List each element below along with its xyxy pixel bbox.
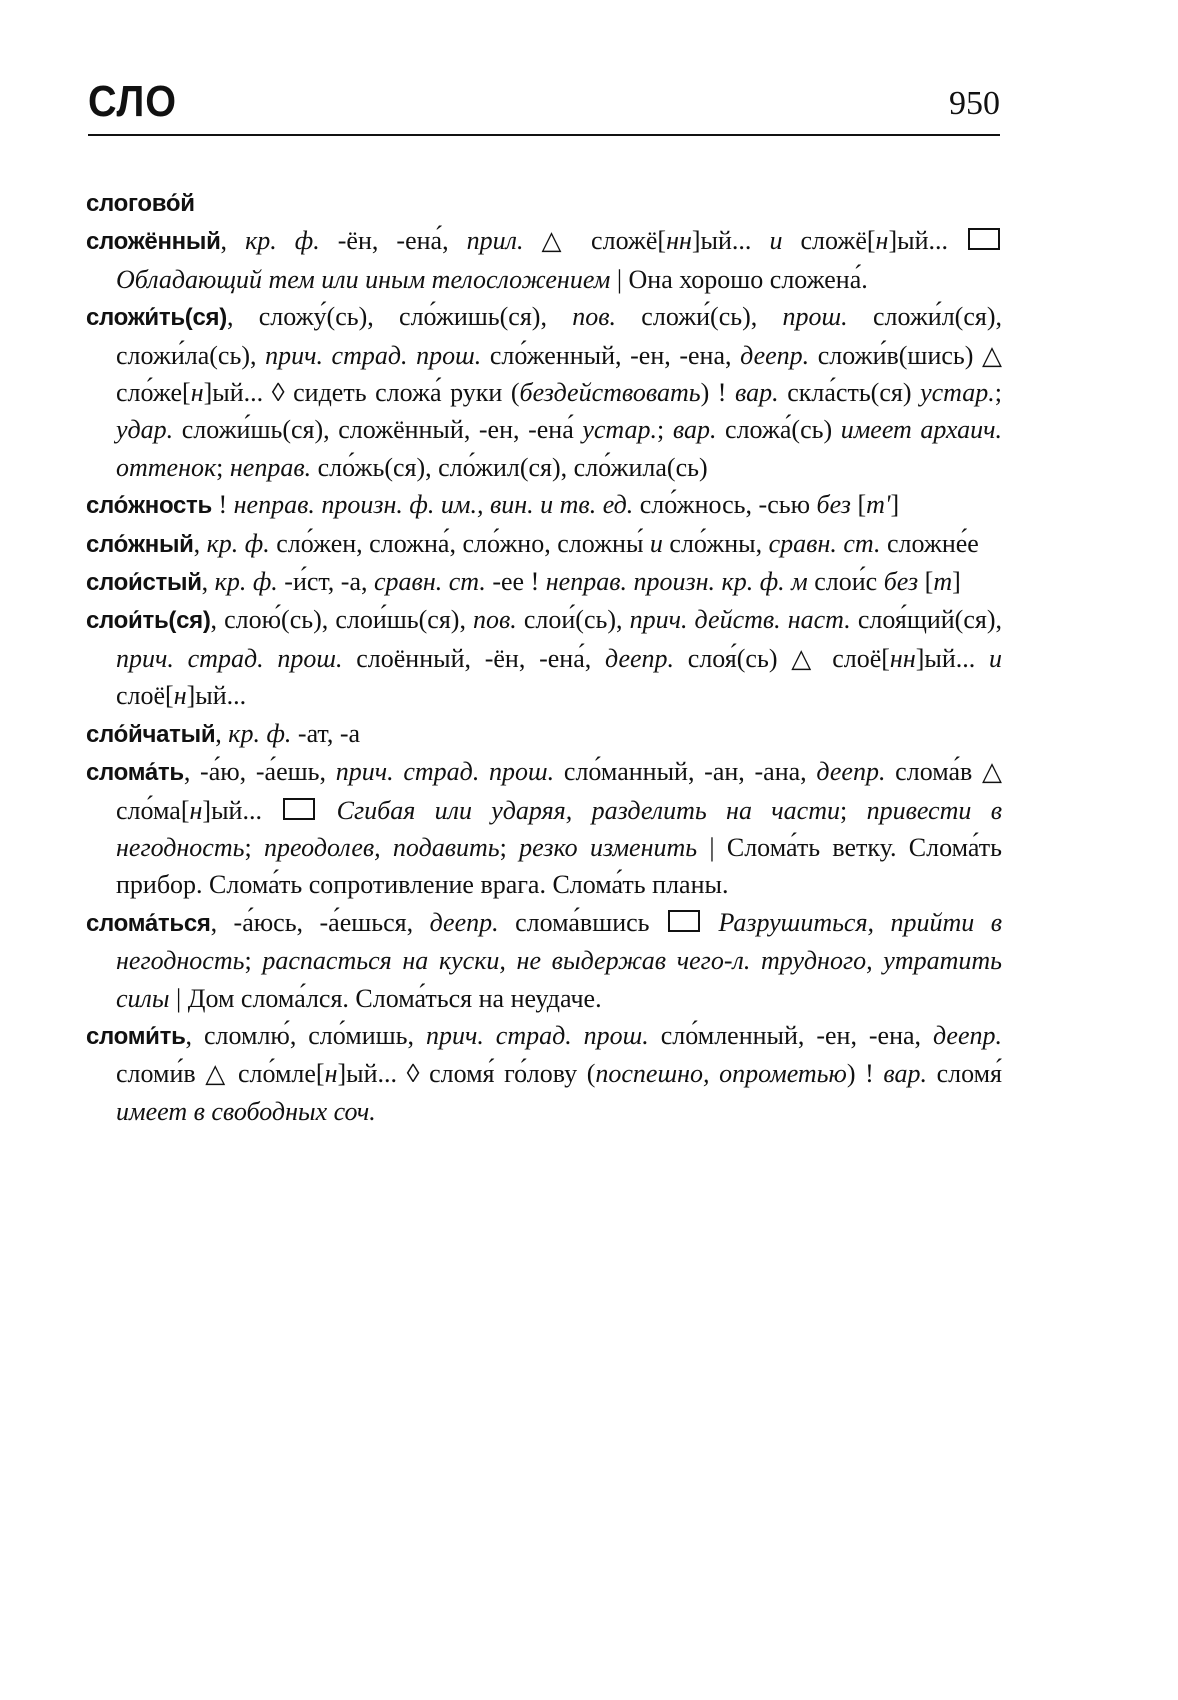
entry-text [702,908,718,937]
grammar-note: бездействовать [519,378,701,408]
grammar-note: удар. [116,415,174,445]
grammar-note: распасться на куски, не выдержав чего-л. трудного, утратить силы [116,946,1002,1013]
grammar-note: н [190,378,204,408]
grammar-note: без [883,567,919,597]
dictionary-entry [86,184,1002,222]
entry-text: сломи́в △ сло́мле[ [116,1059,325,1089]
grammar-note: поспешно, опрометью [595,1059,847,1089]
entry-text: сложа́(сь) [716,415,841,445]
entry-text: ; [840,795,867,825]
entry-text: ]ый... [691,226,770,256]
dictionary-entries [86,184,1002,1130]
entry-headword: сломи́ть [86,1022,186,1050]
grammar-note: нн [666,226,692,256]
page-number: 950 [949,85,1000,122]
grammar-note: деепр. [604,643,675,673]
grammar-note: неправ. произн. ф. им., вин. и тв. ед. [233,490,634,520]
entry-text: сло́жнось, -сью [633,490,817,520]
entry-text: -ее ! [485,567,546,597]
entry-text [317,796,336,825]
entry-text: слома́вшись [498,907,666,937]
entry-headword: слома́ться [86,909,211,937]
grammar-note: деепр. [429,907,499,937]
entry-text: сложне́е [880,528,979,558]
entry-text: ; [244,946,263,976]
entry-text: , -а́юсь, -а́ешься, [210,907,430,937]
entry-text: ; [657,415,673,445]
entry-text: △ сложё[ [523,226,667,256]
entry-text: слоё[ [116,681,174,711]
dictionary-entry [86,1017,1002,1130]
entry-text: слои́с [807,567,884,597]
grammar-note: неправ. произн. кр. ф. м [545,567,808,597]
entry-text: -ат, -а [291,718,361,748]
grammar-note: Сгибая или ударяя, разделить на части [336,795,840,825]
entry-text: слоя́(сь) △ слоё[ [674,643,890,673]
entry-text: | Дом слома́лся. Слома́ться на неудаче. [169,983,602,1013]
entry-text: слома́в △ сло́ма[ [116,757,1003,825]
grammar-note: и [989,643,1003,673]
dictionary-entry [86,563,1002,601]
entry-text: сложё[ [782,226,876,256]
grammar-note: вар. [735,378,779,408]
entry-text: сло́женный, -ен, -ена, [481,340,741,370]
entry-text: сложи́шь(ся), сложённый, -ен, -ена́ [173,415,583,445]
entry-headword: сло́жный [86,530,194,558]
grammar-note: преодолев, подавить [263,832,500,862]
entry-headword: слои́ть(ся) [86,607,211,635]
grammar-note: сравн. ст. [374,567,486,597]
running-head: СЛО [88,77,177,126]
grammar-note: прич. страд. прош. [425,1020,649,1050]
dictionary-entry [86,715,1002,753]
definition-box-icon [668,910,700,932]
grammar-note: устар. [920,378,995,408]
entry-headword: слогово́й [86,190,195,217]
entry-text: [ [850,490,867,520]
grammar-note: пов. [572,302,617,332]
entry-text: ] [952,567,961,597]
entry-text: [ [918,567,934,597]
grammar-note: прил. [466,226,524,256]
entry-headword: слома́ть [86,759,184,787]
dictionary-entry [86,222,1002,298]
entry-text: сломя́ [926,1059,1002,1089]
grammar-note: деепр. [816,757,886,787]
grammar-note: устар. [582,415,658,445]
entry-text: ]ый... ◊ сломя́ го́лову ( [337,1059,596,1089]
grammar-note: имеет в свободных соч. [116,1096,376,1126]
entry-headword: сло́жность [86,492,212,520]
grammar-note: без [816,490,851,520]
entry-text: ]ый... [202,795,282,825]
entry-text: ]ый... [915,643,990,673]
entry-text: сложи́(сь), [616,302,783,332]
entry-text: ] [890,490,900,520]
grammar-note: кр. ф. [228,718,292,748]
grammar-note: неправ. [229,452,312,482]
entry-text: ) ! [700,378,736,408]
grammar-note: резко изменить [519,832,698,862]
grammar-note: и [769,226,783,256]
entry-text: слоя́щий(ся), [850,605,1002,635]
dictionary-entry [86,486,1002,524]
entry-text: ; [216,452,230,482]
grammar-note: кр. ф. [206,528,270,558]
dictionary-entry [86,904,1002,1017]
definition-box-icon [968,228,1000,250]
grammar-note: вар. [672,415,717,445]
entry-text: | Слома́ть ветку. Слома́ть прибор. Слома́ть сопротивление врага. Слома́ть планы. [116,832,1002,900]
entry-text: ]ый... [888,226,967,256]
entry-text: сло́манный, -ан, -ана, [554,757,817,787]
grammar-note: т [933,567,953,597]
entry-text: , [215,718,229,748]
entry-text: слоённый, -ён, -ена́, [342,643,605,673]
entry-text: сло́жны, [662,528,769,558]
grammar-note: деепр. [740,340,810,370]
grammar-note: привести в негодность [116,795,1003,862]
grammar-note: сравн. ст. [768,528,881,558]
entry-text: ]ый... ◊ сидеть сложа́ руки ( [203,378,520,408]
grammar-note: прош. [782,302,848,332]
grammar-note: кр. ф. [214,567,278,597]
entry-text: ]ый... [186,681,247,711]
entry-text: , [201,567,215,597]
entry-text: сло́жь(ся), сло́жил(ся), сло́жила(сь) [311,452,708,482]
grammar-note: прич. страд. прош. [265,340,482,370]
entry-text: ; [244,832,264,862]
entry-text: , сломлю́, сло́мишь, [185,1020,426,1050]
entry-text: , слою́(сь), слои́шь(ся), [210,605,474,635]
grammar-note: прич. страд. прош. [335,757,555,787]
entry-headword: сложённый [86,228,221,256]
entry-text: -ён, -ена́, [319,226,467,256]
grammar-note: пов. [473,605,517,635]
dictionary-entry [86,753,1002,904]
grammar-note: нн [889,643,916,673]
entry-text: слои́(сь), [516,605,630,635]
definition-box-icon [283,798,315,820]
entry-text: сложи́л(ся), сложи́ла(сь), [116,302,1002,370]
page-header [88,76,1000,136]
entry-text: сло́мленный, -ен, -ена, [648,1020,933,1050]
entry-text: , -а́ю, -а́ешь, [183,757,336,787]
grammar-note: деепр. [932,1020,1003,1050]
entry-text: ! [211,490,234,520]
grammar-note: н [173,681,187,711]
entry-text: -и́ст, -а, [277,567,374,597]
grammar-note: Разрушиться, прийти в негодность [116,907,1003,976]
grammar-note: н [875,226,889,256]
grammar-note: вар. [883,1059,927,1089]
grammar-note: Обладающий тем или иным телосложением [116,264,611,294]
entry-text: , сложу́(сь), сло́жишь(ся), [226,302,573,332]
entry-text: , [220,226,246,256]
entry-text: сложи́в(шись) △ сло́же[ [116,340,1002,408]
entry-text: ; [994,378,1002,408]
grammar-note: прич. действ. наст. [629,605,851,635]
entry-text: ) ! [846,1059,884,1089]
grammar-note: т' [866,490,891,520]
entry-headword: слои́стый [86,569,202,597]
entry-text: скла́сть(ся) [778,378,921,408]
dictionary-entry [86,601,1002,714]
grammar-note: кр. ф. [245,226,320,256]
grammar-note: и [649,528,663,558]
entry-text: , [193,528,207,558]
entry-text: ; [499,832,520,862]
grammar-note: прич. страд. прош. [116,643,343,673]
grammar-note: н [324,1059,338,1089]
grammar-note: имеет архаич. оттенок [116,415,1002,482]
dictionary-entry [86,525,1002,563]
entry-text: сло́жен, сложна́, сло́жно, сложны́ [269,528,650,558]
entry-text: | Она хорошо сложена́. [610,264,868,294]
entry-headword: сложи́ть(ся) [86,304,227,332]
grammar-note: н [189,795,203,825]
entry-headword: сло́йчатый [86,720,216,748]
dictionary-entry [86,298,1002,486]
